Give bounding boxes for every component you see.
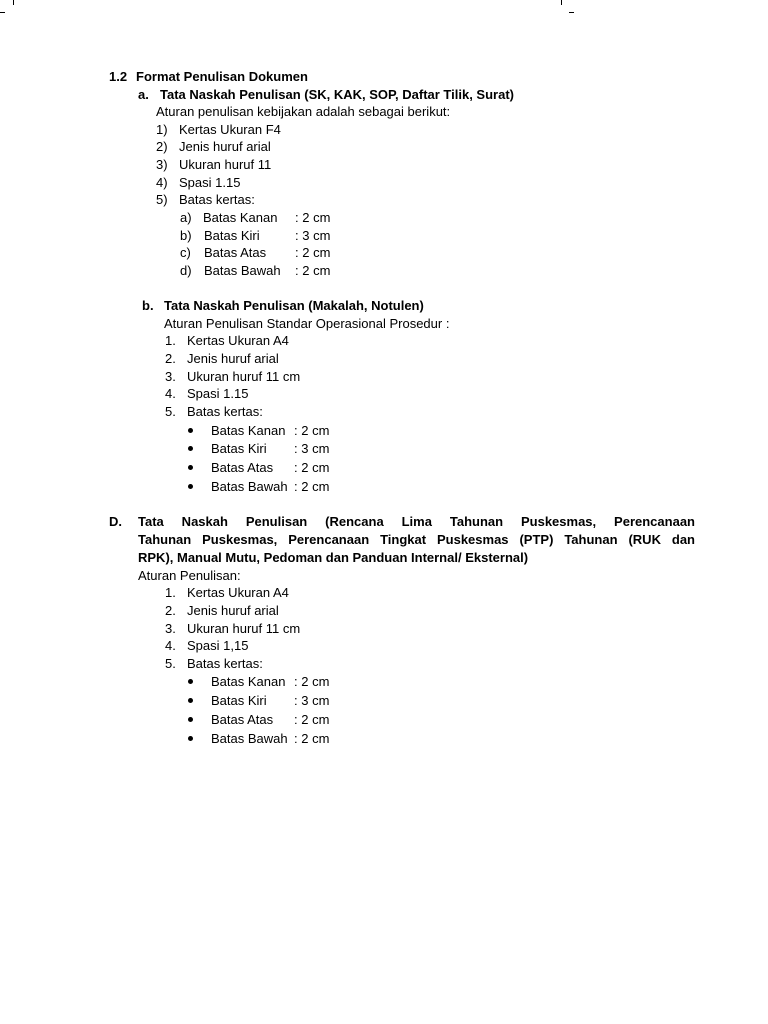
margin-value: : 2 cm — [294, 423, 330, 438]
margin-label: Batas Bawah — [204, 263, 281, 278]
section-d-title-line: Tahunan Puskesmas, Perencanaan Tingkat Puskesmas (PTP) Tahunan (RUK dan — [138, 532, 695, 547]
list-item: Ukuran huruf 11 cm — [187, 621, 301, 636]
section-d-title-line: Tata Naskah Penulisan (Rencana Lima Tahunan Puskesmas, Perencanaan — [138, 514, 695, 529]
list-item-number: 3) — [156, 157, 168, 172]
list-item: Kertas Ukuran A4 — [187, 585, 289, 600]
margin-value: : 3 cm — [295, 228, 331, 243]
list-item: Batas kertas: — [179, 192, 255, 207]
margin-label: Batas Kanan — [211, 674, 286, 689]
list-item-number: 1. — [165, 585, 176, 600]
list-item: Jenis huruf arial — [187, 603, 279, 618]
list-item: Jenis huruf arial — [179, 139, 271, 154]
margin-value: : 2 cm — [294, 712, 330, 727]
list-item: Ukuran huruf 11 — [179, 157, 272, 172]
subsection-b-title: Tata Naskah Penulisan (Makalah, Notulen) — [164, 298, 424, 313]
subsection-a-title: Tata Naskah Penulisan (SK, KAK, SOP, Daftar Tilik, Surat) — [160, 87, 514, 102]
margin-letter: a) — [180, 210, 192, 225]
bullet-icon — [188, 736, 193, 741]
bullet-icon — [188, 484, 193, 489]
list-item-number: 1) — [156, 122, 168, 137]
margin-value: : 2 cm — [295, 210, 331, 225]
crop-mark — [569, 12, 574, 13]
margin-label: Batas Atas — [211, 460, 274, 475]
margin-label: Batas Kiri — [204, 228, 260, 243]
margin-label: Batas Kiri — [211, 441, 267, 456]
subsection-a-label: a. — [138, 87, 149, 102]
list-item: Batas kertas: — [187, 404, 263, 419]
list-item-number: 5. — [165, 404, 176, 419]
section-d-label: D. — [109, 514, 122, 529]
margin-label: Batas Atas — [204, 245, 267, 260]
margin-value: : 2 cm — [295, 245, 331, 260]
margin-label: Batas Bawah — [211, 731, 288, 746]
crop-mark — [561, 0, 562, 5]
bullet-icon — [188, 717, 193, 722]
margin-value: : 2 cm — [295, 263, 331, 278]
section-d-intro: Aturan Penulisan: — [138, 568, 241, 583]
margin-value: : 2 cm — [294, 731, 330, 746]
margin-value: : 2 cm — [294, 479, 330, 494]
list-item: Ukuran huruf 11 cm — [187, 369, 301, 384]
list-item: Jenis huruf arial — [187, 351, 279, 366]
list-item-number: 2. — [165, 351, 176, 366]
margin-label: Batas Kanan — [203, 210, 278, 225]
crop-mark — [13, 0, 14, 5]
section-d-title-line: RPK), Manual Mutu, Pedoman dan Panduan Internal/ Eksternal) — [138, 550, 529, 565]
list-item: Batas kertas: — [187, 656, 263, 671]
list-item: Spasi 1,15 — [187, 638, 249, 653]
list-item-number: 4. — [165, 638, 176, 653]
bullet-icon — [188, 428, 193, 433]
list-item: Spasi 1.15 — [179, 175, 241, 190]
margin-label: Batas Atas — [211, 712, 274, 727]
list-item-number: 5. — [165, 656, 176, 671]
bullet-icon — [188, 698, 193, 703]
subsection-a-intro: Aturan penulisan kebijakan adalah sebagai berikut: — [156, 104, 451, 119]
list-item: Spasi 1.15 — [187, 386, 249, 401]
margin-value: : 2 cm — [294, 674, 330, 689]
margin-value: : 2 cm — [294, 460, 330, 475]
subsection-b-label: b. — [142, 298, 154, 313]
crop-mark — [0, 12, 5, 13]
margin-letter: c) — [180, 245, 191, 260]
bullet-icon — [188, 446, 193, 451]
list-item: Kertas Ukuran F4 — [179, 122, 281, 137]
margin-label: Batas Kiri — [211, 693, 267, 708]
bullet-icon — [188, 679, 193, 684]
margin-label: Batas Bawah — [211, 479, 288, 494]
margin-value: : 3 cm — [294, 441, 330, 456]
list-item-number: 1. — [165, 333, 176, 348]
list-item-number: 2. — [165, 603, 176, 618]
margin-letter: d) — [180, 263, 192, 278]
margin-letter: b) — [180, 228, 192, 243]
list-item-number: 4. — [165, 386, 176, 401]
list-item-number: 3. — [165, 621, 176, 636]
list-item-number: 4) — [156, 175, 168, 190]
subsection-b-intro: Aturan Penulisan Standar Operasional Prosedur : — [164, 316, 450, 331]
section-number: 1.2 — [109, 69, 128, 84]
list-item: Kertas Ukuran A4 — [187, 333, 289, 348]
bullet-icon — [188, 465, 193, 470]
list-item-number: 3. — [165, 369, 176, 384]
section-title: Format Penulisan Dokumen — [136, 69, 308, 84]
margin-label: Batas Kanan — [211, 423, 286, 438]
list-item-number: 5) — [156, 192, 168, 207]
list-item-number: 2) — [156, 139, 168, 154]
margin-value: : 3 cm — [294, 693, 330, 708]
